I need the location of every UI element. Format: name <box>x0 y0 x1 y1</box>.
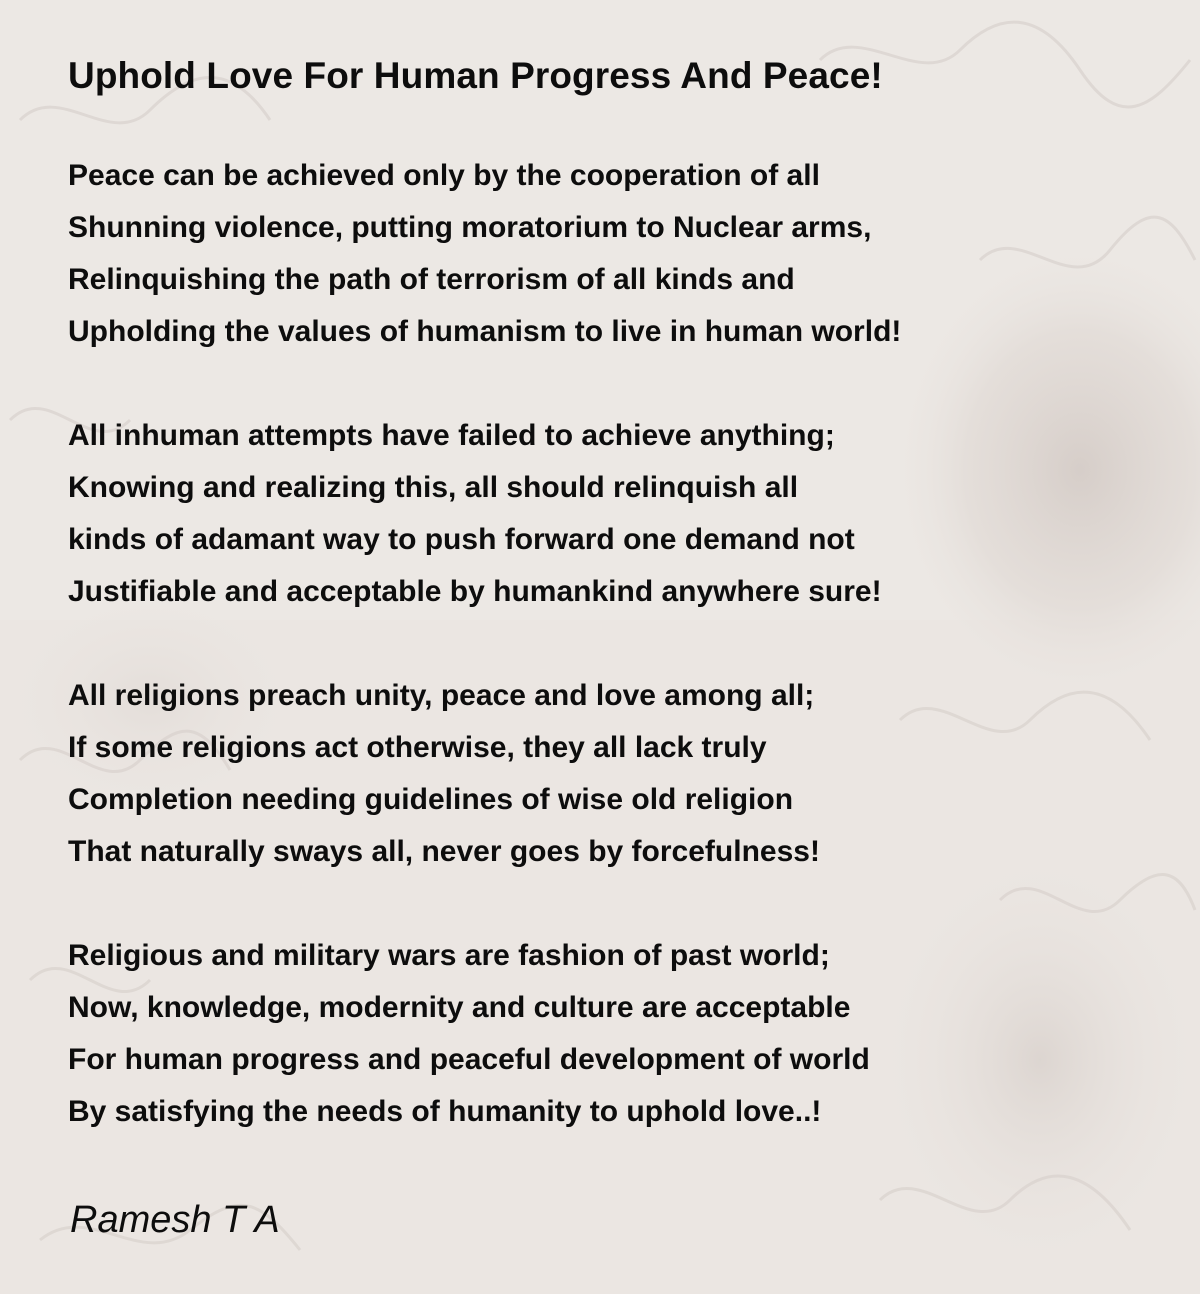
stanza <box>68 670 1148 878</box>
poem-line: Religious and military wars are fashion of past world; <box>68 939 830 972</box>
poem-line: By satisfying the needs of humanity to uphold love..! <box>68 1095 822 1128</box>
poem-line: Completion needing guidelines of wise old religion <box>68 783 794 816</box>
poem-line: kinds of adamant way to push forward one demand not <box>68 523 855 556</box>
poem-line: Relinquishing the path of terrorism of all kinds and <box>68 263 795 296</box>
poem-title: Uphold Love For Human Progress And Peace! <box>68 55 883 96</box>
poem-line: Upholding the values of humanism to live in human world! <box>68 315 902 348</box>
poem-line: All inhuman attempts have failed to achieve anything; <box>68 419 835 452</box>
stanza <box>68 930 1148 1138</box>
poem-line: All religions preach unity, peace and love among all; <box>68 679 815 712</box>
stanza <box>68 410 1148 618</box>
poem-line: Shunning violence, putting moratorium to Nuclear arms, <box>68 211 872 244</box>
poem-line: Knowing and realizing this, all should relinquish all <box>68 471 799 504</box>
poem-author: Ramesh T A <box>70 1199 280 1241</box>
poem-line: Justifiable and acceptable by humankind anywhere sure! <box>68 575 882 608</box>
poem-line: Now, knowledge, modernity and culture are acceptable <box>68 991 851 1024</box>
stanza <box>68 150 1148 358</box>
poem-line: For human progress and peaceful development of world <box>68 1043 870 1076</box>
poem-line: That naturally sways all, never goes by forcefulness! <box>68 835 820 868</box>
poem-line: Peace can be achieved only by the cooperation of all <box>68 159 820 192</box>
poem-line: If some religions act otherwise, they all lack truly <box>68 731 767 764</box>
poem-body <box>68 150 1148 1190</box>
